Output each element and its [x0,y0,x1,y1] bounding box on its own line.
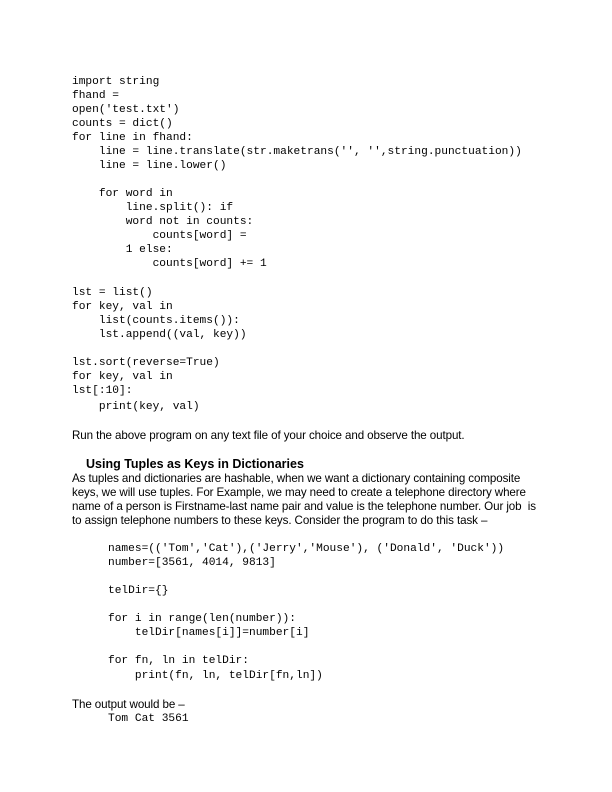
paragraph-line: name of a person is Firstname-last name pair and value is the telephone number. Our job is [72,500,536,513]
code-line: word not in counts: [72,216,254,228]
code-line: import string [72,76,160,88]
code-line: list(counts.items()): [72,315,240,327]
code-line: number=[3561, 4014, 9813] [108,557,276,569]
code-line: lst.append((val, key)) [72,329,247,341]
code-line: lst[:10]: [72,385,133,397]
code-line: line = line.translate(str.maketrans('', '',string.punctuation)) [72,146,522,158]
paragraph-line: As tuples and dictionaries are hashable, when we want a dictionary containing composite [72,472,521,485]
code-line: counts[word] += 1 [72,258,267,270]
code-line: 1 else: [72,244,173,256]
output-intro: The output would be – [72,698,185,711]
code-line: for key, val in [72,371,173,383]
code-line: for fn, ln in telDir: [108,655,249,667]
code-line: print(fn, ln, telDir[fn,ln]) [108,670,323,682]
code-line: print(key, val) [72,401,200,413]
code-line: open('test.txt') [72,104,180,116]
code-line: for i in range(len(number)): [108,613,296,625]
code-line: fhand = [72,90,119,102]
code-line: line.split(): if [72,202,234,214]
paragraph-line: to assign telephone numbers to these keys. Consider the program to do this task – [72,514,488,527]
instruction-text: Run the above program on any text file of your choice and observe the output. [72,429,465,442]
code-line: for line in fhand: [72,132,193,144]
code-line: counts = dict() [72,118,173,130]
output-line: Tom Cat 3561 [108,713,189,725]
code-line: names=(('Tom','Cat'),('Jerry','Mouse'), ('Donald', 'Duck')) [108,543,505,555]
code-line: telDir[names[i]]=number[i] [108,627,310,639]
section-heading: Using Tuples as Keys in Dictionaries [86,457,304,471]
code-line: lst.sort(reverse=True) [72,357,220,369]
paragraph-line: keys, we will use tuples. For Example, we may need to create a telephone directory where [72,486,526,499]
code-line: for word in [72,188,173,200]
code-line: lst = list() [72,287,153,299]
code-line: telDir={} [108,585,169,597]
code-line: counts[word] = [72,230,247,242]
code-line: for key, val in [72,301,173,313]
code-line: line = line.lower() [72,160,227,172]
